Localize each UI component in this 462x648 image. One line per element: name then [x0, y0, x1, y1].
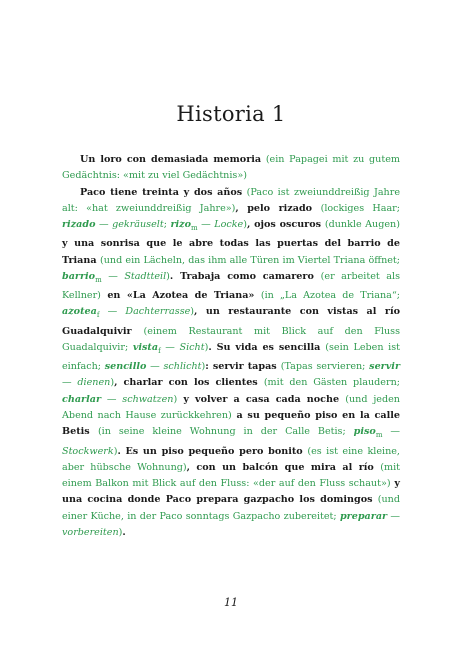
german-translation: (dunkle Augen) — [324, 219, 400, 231]
spanish-text: Paco tiene treinta y dos años — [80, 186, 243, 198]
spanish-text: . Es un piso pequeño pero bonito — [117, 445, 308, 457]
spanish-text: en «La Azotea de Triana» — [100, 290, 261, 302]
gender-marker: f — [158, 346, 161, 355]
vocab-headword: vista — [132, 341, 159, 353]
german-translation: (es ist eine kleine, aber hübsche Wohnung) — [62, 445, 400, 473]
german-translation: ; — [163, 219, 171, 231]
german-translation: (er arbeitet als Kellner) — [62, 270, 400, 302]
german-translation: (lockiges Haar; — [320, 202, 401, 214]
german-translation: ) — [113, 445, 118, 457]
spanish-text: : servir tapas — [205, 361, 281, 373]
german-gloss — [325, 219, 400, 230]
german-translation: (mit einem Balkon mit Blick auf den Fluss: «der auf den Fluss schaut») — [62, 461, 400, 490]
vocab-meaning: — Sicht — [160, 341, 205, 353]
vocab-meaning: — schlicht — [146, 361, 202, 373]
german-translation: (und ein Lächeln, das ihm alle Türen im Viertel Triana öffnet; — [100, 254, 401, 266]
spanish-text: , pelo rizado — [235, 202, 321, 214]
german-translation: (und jeden Abend nach Hause zurückkehren) — [62, 393, 400, 422]
vocab-headword: sencillo — [104, 361, 147, 373]
gender-marker: m — [375, 431, 383, 440]
paragraph-1 — [62, 152, 400, 185]
german-translation: ) — [166, 270, 170, 282]
german-translation: (Tapas servieren; — [280, 361, 370, 373]
vocab-headword: servir — [369, 361, 401, 373]
german-translation: (und einer Küche, in der Paco sonntags Gazpacho zubereitet; — [62, 494, 400, 522]
german-translation: ) — [201, 361, 206, 373]
spanish-text: a su pequeño piso en la calle Betis — [62, 410, 400, 438]
spanish-text: , charlar con los clientes — [114, 377, 264, 389]
page-number: 11 — [224, 596, 238, 609]
story-text — [62, 152, 400, 541]
vocab-headword: barrio — [62, 270, 96, 282]
spanish-text: . Trabaja como camarero — [169, 270, 321, 282]
gender-marker: m — [95, 275, 102, 284]
vocab-headword: rizo — [170, 219, 191, 231]
spanish-text: Un loro con demasiada memoria — [80, 154, 262, 165]
vocab-meaning: — Stadtteil — [101, 270, 167, 282]
german-translation: (Paco ist zweiunddreißig Jahre alt: «hat zweiunddreißig Jahre») — [62, 186, 400, 214]
vocab-meaning: — dienen — [62, 377, 111, 389]
vocab-meaning: — Stockwerk — [62, 426, 401, 457]
spanish-text: . Su vida es sencilla — [208, 341, 326, 353]
vocab-headword: azotea — [62, 306, 97, 318]
spanish-text: , ojos oscuros — [246, 219, 325, 231]
vocab-meaning: — schwatzen — [101, 393, 174, 405]
german-translation: (sein Leben ist einfach; — [62, 341, 400, 373]
spanish-text: y una cocina donde Paco prepara gazpacho los domingos — [62, 478, 400, 506]
german-translation: ) — [190, 306, 195, 318]
german-translation: ) — [110, 377, 115, 389]
german-translation: ) — [118, 527, 123, 539]
spanish-text: , un restaurante con vistas al río Guadalquivir — [62, 306, 400, 337]
spanish-text: y una sonrisa que le abre todas las puertas del barrio de Triana — [62, 238, 400, 266]
vocab-headword: charlar — [62, 393, 102, 405]
paragraph-2 — [62, 185, 400, 542]
vocab-meaning: — gekräuselt — [95, 219, 164, 231]
vocab-meaning: — Locke — [197, 219, 244, 231]
german-translation: (mit den Gästen plaudern; — [263, 377, 400, 389]
vocab-meaning: — vorbereiten — [62, 510, 400, 539]
vocab-headword: rizado — [62, 219, 96, 231]
german-translation: (in „La Azotea de Triana“; — [260, 290, 400, 302]
gender-marker: m — [191, 224, 198, 233]
german-translation: (ein Papagei mit zu gutem Gedächtnis: «mit zu viel Gedächtnis») — [62, 154, 400, 182]
spanish-text: , con un balcón que mira al río — [186, 461, 381, 473]
vocab-headword: piso — [353, 426, 376, 438]
gender-marker: f — [96, 311, 100, 320]
german-translation: ) — [204, 341, 209, 353]
german-translation: ) — [173, 393, 178, 405]
chapter-title: Historia 1 — [176, 102, 286, 126]
german-translation: (einem Restaurant mit Blick auf den Fluss Guadalquivir; — [62, 325, 400, 353]
german-translation: ) — [243, 219, 247, 231]
vocab-headword: preparar — [339, 510, 388, 522]
german-translation: (in seine kleine Wohnung in der Calle Betis; — [97, 426, 354, 438]
spanish-text: . — [122, 527, 126, 539]
vocab-meaning: — Dachterrasse — [99, 306, 191, 318]
spanish-text: y volver a casa cada noche — [177, 393, 346, 405]
